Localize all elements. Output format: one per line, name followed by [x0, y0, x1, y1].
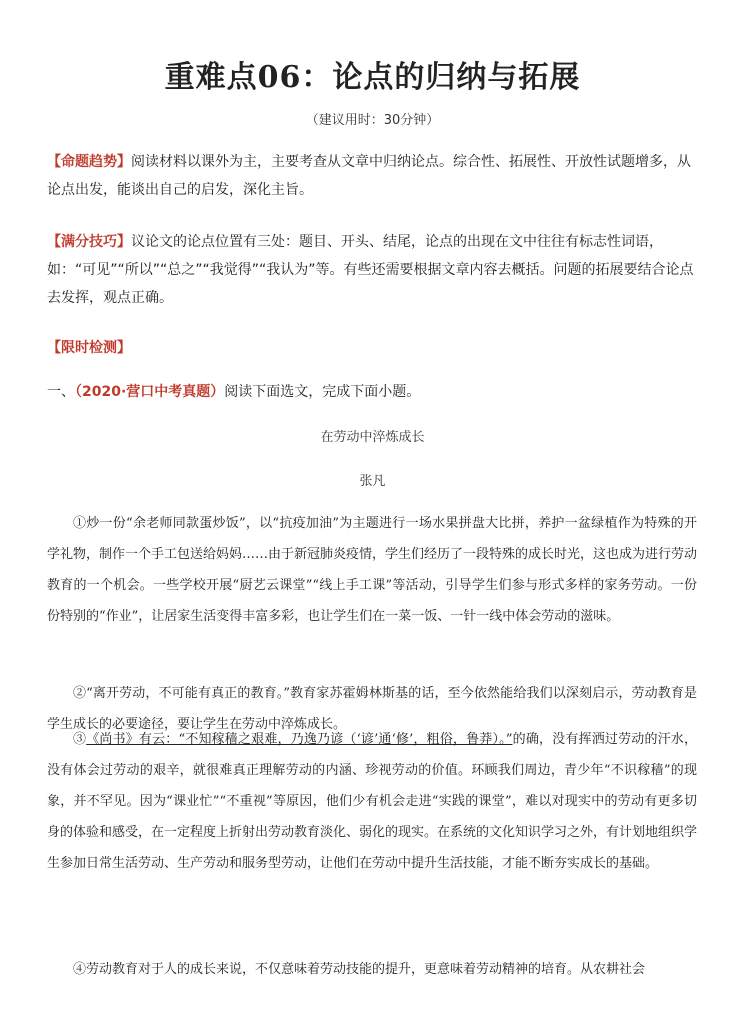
- skills-text: 议论文的论点位置有三处：题目、开头、结尾，论点的出现在文中往往有标志性词语，如：“可见”“所以”“总之”“我觉得”“我认为”等。有些还需要根据文章内容去概括。问题的拓展要结合论点去发挥，观点正确。: [47, 234, 694, 306]
- article-paragraph-1: ①炒一份“余老师同款蛋炒饭”，以“抗疫加油”为主题进行一场水果拼盘大比拼，养护一盆绿植作为特殊的开学礼物，制作一个手工包送给妈妈……由于新冠肺炎疫情，学生们经历了一段特殊的成长时光，这也成为进行劳动教育的一个机会。一些学校开展“厨艺云课堂”“线上手工课”等活动，引导学生们参与形式多样的家务劳动。一份份特别的“作业”，让居家生活变得丰富多彩，也让学生们在一菜一饭、一针一线中体会劳动的滋味。: [47, 516, 698, 624]
- time-suggestion: （建议用时：30分钟）: [305, 113, 440, 128]
- skills-paragraph: [47, 228, 699, 312]
- question-source: （2020·营口中考真题）: [75, 384, 225, 400]
- article-paragraph-4: ④劳动教育对于人的成长来说，不仅意味着劳动技能的提升，更意味着劳动精神的培育。从农耕社会: [73, 962, 646, 977]
- question-prefix: 一、: [47, 384, 75, 400]
- question-line: [47, 378, 699, 406]
- trend-tag: 【命题趋势】: [47, 154, 131, 170]
- quiz-tag: 【限时检测】: [47, 340, 131, 356]
- article-title: 在劳动中淬炼成长: [320, 430, 425, 445]
- trend-text: 阅读材料以课外为主，主要考查从文章中归纳论点。综合性、拓展性、开放性试题增多，从论点出发，能谈出自己的启发，深化主旨。: [47, 154, 691, 198]
- question-instruction: 阅读下面选文，完成下面小题。: [224, 384, 421, 400]
- skills-tag: 【满分技巧】: [47, 234, 131, 250]
- paragraph-3-number: ③: [73, 732, 87, 747]
- article-paragraph-3: [47, 724, 697, 879]
- article-author: 张凡: [359, 474, 386, 489]
- quiz-heading: [47, 334, 699, 362]
- article-paragraph-2: ②“离开劳动，不可能有真正的教育。”教育家苏霍姆林斯基的话，至今依然能给我们以深刻启示，劳动教育是学生成长的必要途径，要让学生在劳动中淬炼成长。: [47, 686, 697, 732]
- paragraph-3-text: 的确，没有挥洒过劳动的汗水，没有体会过劳动的艰辛，就很难真正理解劳动的内涵、珍视劳动的价值。环顾我们周边，青少年“不识稼穑”的现象，并不罕见。因为“课业忙”“不重视”等原因，他们少有机会走进“实践的课堂”，难以对现实中的劳动有更多切身的体验和感受，在一定程度上折射出劳动教育淡化、弱化的现实。在系统的文化知识学习之外，有计划地组织学生参加日常生活劳动、生产劳动和服务型劳动，让他们在劳动中提升生活技能，才能不断夯实成长的基础。: [47, 732, 698, 871]
- shangshu-quote: 《尚书》有云：“不知稼穑之艰难，乃逸乃谚（‘谚’通‘修’，粗俗，鲁莽）。”: [86, 732, 513, 747]
- page-title: 重难点06：论点的归纳与拓展: [164, 60, 581, 95]
- trend-paragraph: [47, 148, 699, 204]
